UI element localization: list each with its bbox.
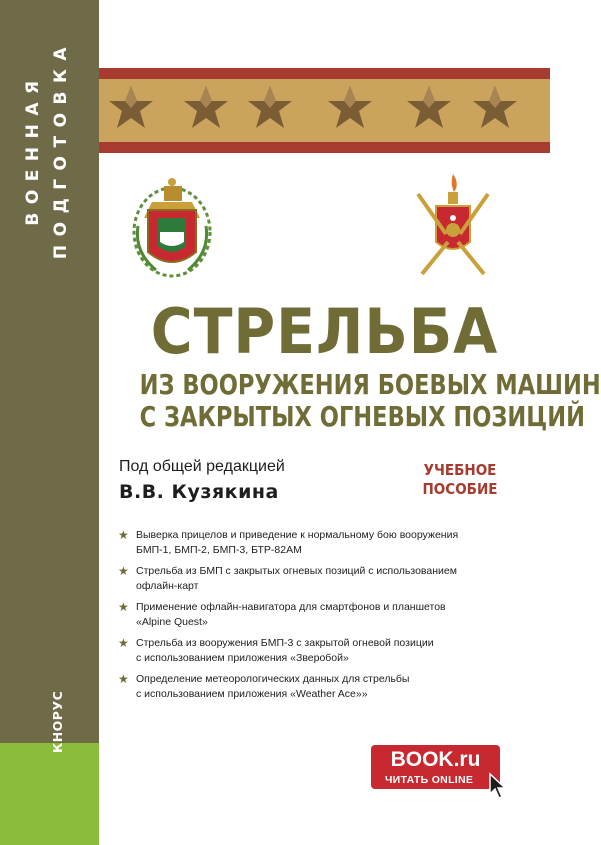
- star-icon: [470, 83, 520, 133]
- military-training-center-emblem-icon: [408, 172, 498, 282]
- feature-text: Выверка прицелов и приведение к нормальному бою вооружения БМП-1, БМП-2, БМП-3, БТР-82АМ: [136, 529, 459, 556]
- star-icon: [325, 83, 375, 133]
- editor-label: Под общей редакцией: [119, 458, 285, 475]
- feature-text: Стрельба из БМП с закрытых огневых позиций с использованием офлайн-карт: [136, 565, 457, 592]
- feature-text: Определение метеорологических данных для стрельбы с использованием приложения «Weather Ace»»: [136, 673, 410, 700]
- book-title: СТРЕЛЬБА: [150, 295, 499, 368]
- series-title: [19, 31, 81, 267]
- series-title-line1: ВОЕННАЯ: [23, 72, 43, 226]
- publisher-name: КНОРУС: [50, 690, 65, 753]
- list-item: [118, 564, 538, 594]
- read-online-label: ЧИТАТЬ ONLINE: [385, 774, 474, 786]
- book-subtitle-line1: ИЗ ВООРУЖЕНИЯ БОЕВЫХ МАШИН: [139, 369, 601, 401]
- book-type-badge: [411, 461, 510, 499]
- strap-stripe-top: [99, 68, 550, 79]
- spine-accent-block: [0, 743, 99, 845]
- star-bullet-icon: ★: [118, 672, 129, 686]
- feature-text: Применение офлайн-навигатора для смартфонов и планшетов «Alpine Quest»: [136, 601, 446, 628]
- bookru-logo: BOOK.ru: [390, 748, 481, 771]
- star-bullet-icon: ★: [118, 600, 129, 614]
- list-item: [118, 600, 538, 630]
- star-bullet-icon: ★: [118, 528, 129, 542]
- feature-text: Стрельба из вооружения БМП-3 с закрытой огневой позиции с использованием приложения «Зверобой»: [136, 637, 434, 664]
- military-academy-emblem-icon: [130, 172, 215, 280]
- cursor-icon: [488, 772, 510, 800]
- feature-list: [118, 528, 538, 708]
- editor-name: В.В. Кузякина: [119, 481, 279, 503]
- star-icon: [404, 83, 454, 133]
- star-bullet-icon: ★: [118, 564, 129, 578]
- star-bullet-icon: ★: [118, 636, 129, 650]
- book-subtitle-line2: С ЗАКРЫТЫХ ОГНЕВЫХ ПОЗИЦИЙ: [139, 401, 585, 433]
- series-title-line2: ПОДГОТОВКА: [51, 38, 71, 260]
- star-icon: [181, 83, 231, 133]
- shoulder-strap-band: [99, 68, 550, 153]
- list-item: [118, 636, 538, 666]
- book-type-line1: УЧЕБНОЕ: [423, 461, 497, 479]
- strap-stripe-bottom: [99, 142, 550, 153]
- list-item: [118, 672, 538, 702]
- star-icon: [106, 83, 156, 133]
- list-item: [118, 528, 538, 558]
- bookru-read-online-button[interactable]: [371, 745, 500, 789]
- star-icon: [245, 83, 295, 133]
- book-type-line2: ПОСОБИЕ: [422, 480, 498, 498]
